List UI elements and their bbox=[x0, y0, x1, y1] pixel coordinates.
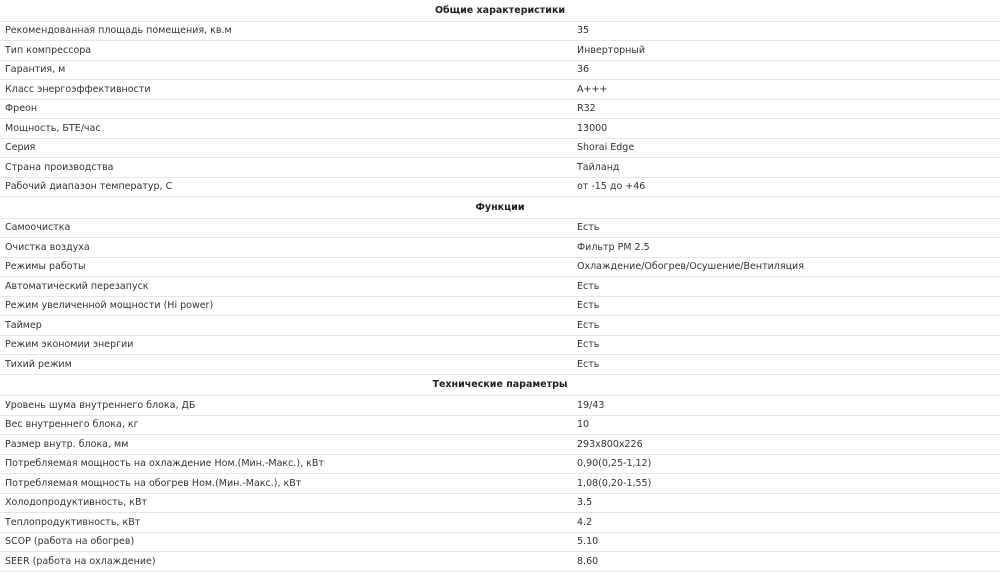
spec-value: Есть bbox=[572, 316, 1000, 336]
section-header bbox=[0, 374, 1000, 396]
spec-label: Режимы работы bbox=[0, 257, 572, 277]
spec-label: Теплопродуктивность, кВт bbox=[0, 513, 572, 533]
table-row bbox=[0, 238, 1000, 258]
spec-value: 293х800х226 bbox=[572, 435, 1000, 455]
spec-label: Потребляемая мощность на обогрев Ном.(Мин.-Макс.), кВт bbox=[0, 474, 572, 494]
table-row bbox=[0, 257, 1000, 277]
spec-label: Самоочистка bbox=[0, 218, 572, 238]
table-row bbox=[0, 513, 1000, 533]
spec-value: Охлаждение/Обогрев/Осушение/Вентиляция bbox=[572, 257, 1000, 277]
table-row bbox=[0, 316, 1000, 336]
spec-value: Есть bbox=[572, 218, 1000, 238]
spec-value: 13000 bbox=[572, 119, 1000, 139]
section-header bbox=[0, 197, 1000, 219]
spec-value: 5.10 bbox=[572, 532, 1000, 552]
table-row bbox=[0, 396, 1000, 416]
table-row bbox=[0, 80, 1000, 100]
spec-value: Тайланд bbox=[572, 158, 1000, 178]
table-row bbox=[0, 355, 1000, 375]
spec-value: 10 bbox=[572, 415, 1000, 435]
spec-label: Холодопродуктивность, кВт bbox=[0, 493, 572, 513]
table-row bbox=[0, 335, 1000, 355]
spec-label: Таймер bbox=[0, 316, 572, 336]
spec-value: 4.2 bbox=[572, 513, 1000, 533]
spec-label: Мощность, БТЕ/час bbox=[0, 119, 572, 139]
table-row bbox=[0, 99, 1000, 119]
table-row bbox=[0, 41, 1000, 61]
spec-value: 3.5 bbox=[572, 493, 1000, 513]
spec-label: Уровень шума внутреннего блока, ДБ bbox=[0, 396, 572, 416]
spec-value: Есть bbox=[572, 355, 1000, 375]
spec-label: Рекомендованная площадь помещения, кв.м bbox=[0, 21, 572, 41]
table-row bbox=[0, 454, 1000, 474]
spec-label: SEER (работа на охлаждение) bbox=[0, 552, 572, 572]
spec-value: 1,08(0,20-1,55) bbox=[572, 474, 1000, 494]
section-title: Общие характеристики bbox=[0, 0, 1000, 21]
spec-label: Тип компрессора bbox=[0, 41, 572, 61]
table-row bbox=[0, 60, 1000, 80]
spec-label: Страна производства bbox=[0, 158, 572, 178]
table-row bbox=[0, 21, 1000, 41]
table-row bbox=[0, 435, 1000, 455]
spec-label: Класс энергоэффективности bbox=[0, 80, 572, 100]
table-row bbox=[0, 218, 1000, 238]
spec-value: 8.60 bbox=[572, 552, 1000, 572]
spec-value: Есть bbox=[572, 296, 1000, 316]
spec-value: Shorai Edge bbox=[572, 138, 1000, 158]
table-row bbox=[0, 138, 1000, 158]
spec-label: Автоматический перезапуск bbox=[0, 277, 572, 297]
table-row bbox=[0, 119, 1000, 139]
spec-label: SCOP (работа на обогрев) bbox=[0, 532, 572, 552]
section-title: Технические параметры bbox=[0, 374, 1000, 396]
spec-label: Потребляемая мощность на охлаждение Ном.(Мин.-Макс.), кВт bbox=[0, 454, 572, 474]
spec-value: Есть bbox=[572, 335, 1000, 355]
spec-label: Размер внутр. блока, мм bbox=[0, 435, 572, 455]
spec-value: A+++ bbox=[572, 80, 1000, 100]
section-header bbox=[0, 0, 1000, 21]
table-row bbox=[0, 158, 1000, 178]
spec-value: Фильтр PM 2.5 bbox=[572, 238, 1000, 258]
spec-value: 0,90(0,25-1,12) bbox=[572, 454, 1000, 474]
table-row bbox=[0, 552, 1000, 572]
spec-value: R32 bbox=[572, 99, 1000, 119]
table-row bbox=[0, 296, 1000, 316]
spec-value: 19/43 bbox=[572, 396, 1000, 416]
spec-label: Тихий режим bbox=[0, 355, 572, 375]
table-row bbox=[0, 277, 1000, 297]
spec-value: 36 bbox=[572, 60, 1000, 80]
spec-value: 35 bbox=[572, 21, 1000, 41]
spec-label: Режим экономии энергии bbox=[0, 335, 572, 355]
spec-label: Очистка воздуха bbox=[0, 238, 572, 258]
table-row bbox=[0, 474, 1000, 494]
spec-value: Инверторный bbox=[572, 41, 1000, 61]
spec-label: Фреон bbox=[0, 99, 572, 119]
spec-label: Режим увеличенной мощности (Hi power) bbox=[0, 296, 572, 316]
spec-value: Есть bbox=[572, 277, 1000, 297]
spec-label: Серия bbox=[0, 138, 572, 158]
table-row bbox=[0, 493, 1000, 513]
spec-label: Вес внутреннего блока, кг bbox=[0, 415, 572, 435]
spec-value: от -15 до +46 bbox=[572, 177, 1000, 197]
table-row bbox=[0, 532, 1000, 552]
spec-label: Рабочий диапазон температур, С bbox=[0, 177, 572, 197]
section-title: Функции bbox=[0, 197, 1000, 219]
spec-label: Гарантия, м bbox=[0, 60, 572, 80]
table-row bbox=[0, 415, 1000, 435]
table-row bbox=[0, 177, 1000, 197]
